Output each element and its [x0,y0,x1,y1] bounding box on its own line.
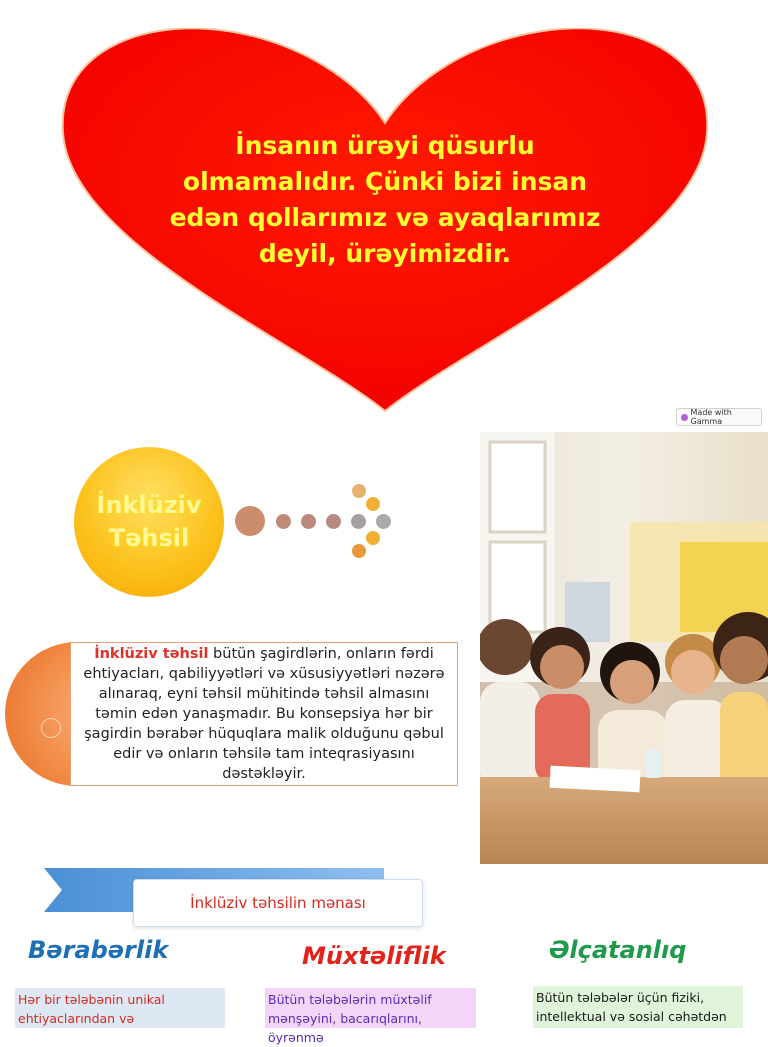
circle-title-line2: Təhsil [108,524,190,552]
made-with-gamma-badge[interactable] [676,408,762,426]
circle-title [96,489,201,555]
children-classroom-photo [480,432,768,864]
description-box [70,642,458,786]
description-paragraph [81,644,447,784]
description-text: bütün şagirdlərin, onların fərdi ehtiyacları, qabiliyyətləri və xüsusiyyətləri nəzərə alınaraq, eyni təhsil mühitində təhsil almasını təmin edən yanaşmadır. Bu konsepsiya hər bir şagirdin bərabər hüquqlara malik olduğunu qəbul edir və onların təhsilə tam inteqrasiyasını dəstəkləyir. [83,646,445,782]
dot [301,514,316,529]
dots-arrow [230,480,400,565]
heading-equality: Bərabərlik [28,936,169,964]
equality-text: Hər bir tələbənin unikal ehtiyaclarından və [15,988,225,1028]
circle-title-line1: İnklüziv [96,491,202,519]
heading-diversity: Müxtəliflik [302,942,446,970]
ring-decoration [41,718,61,738]
dot [351,514,366,529]
accessibility-text: Bütün tələbələr üçün fiziki, intellektual və sosial cəhətdən [533,986,743,1028]
diversity-text: Bütün tələbələrin müxtəlif mənşəyini, bacarıqlarını, öyrənmə [265,988,476,1028]
inclusive-education-circle [74,447,224,597]
dot [376,514,391,529]
gamma-logo-icon [681,414,688,421]
dot [235,506,265,536]
section-label: İnklüziv təhsilin mənası [133,879,423,927]
heading-accessibility: Əlçatanlıq [549,936,687,964]
dot [366,531,380,545]
dot [352,544,366,558]
heart-quote: İnsanın ürəyi qüsurlu olmamalıdır. Çünki bizi insan edən qollarımız və ayaqlarımız deyil, ürəyimizdir. [169,131,601,268]
dot [326,514,341,529]
dot [276,514,291,529]
dot [366,497,380,511]
gamma-badge-label: Made with Gamma [690,408,732,426]
description-highlight: İnklüziv təhsil [94,646,209,662]
dot [352,484,366,498]
